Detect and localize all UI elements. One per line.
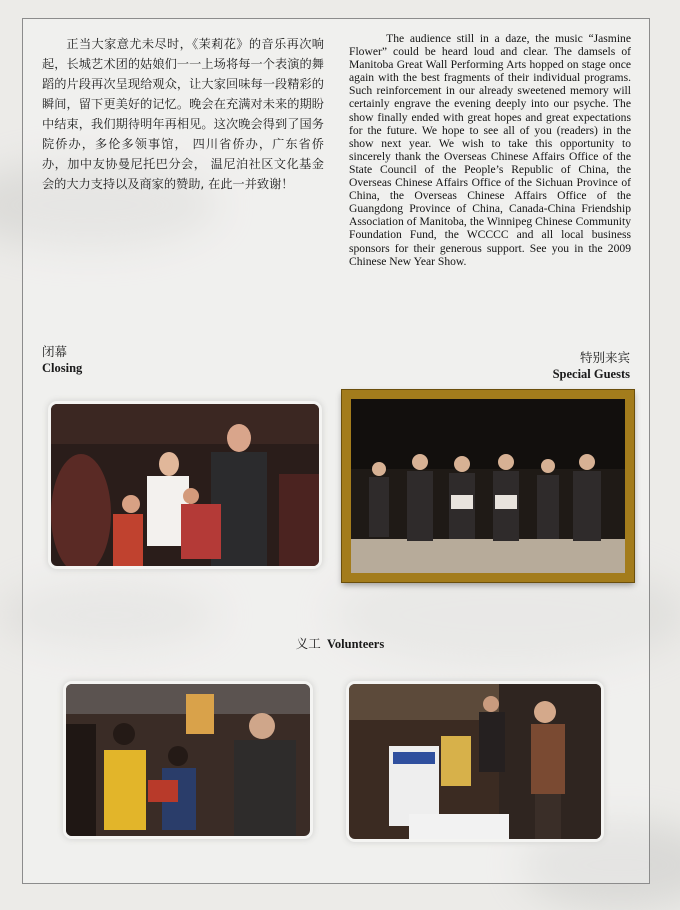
- volunteers-caption: [0, 636, 680, 652]
- volunteers-caption-cn: 义工: [295, 636, 321, 651]
- chinese-paragraph: 正当大家意尤未尽时，《茉莉花》的音乐再次响起，长城艺术团的姑娘们一一上场将每一个表演的舞蹈的片段再次呈现给观众，让大家回味每一段精彩的瞬间，留下更美好的记忆。晚会在充满对未来的期盼中结束，我们期待明年再相见。这次晚会得到了国务院侨办，多伦多领事馆， 四川省侨办，广东省侨办，加中友协曼尼托巴分会， 温尼泊社区文化基金会的大力支持以及商家的赞助, 在此一并致谢！: [42, 37, 324, 191]
- closing-caption: [42, 344, 82, 376]
- volunteers-caption-en: Volunteers: [327, 637, 385, 651]
- guests-caption-en: Special Guests: [552, 367, 630, 381]
- guests-caption-cn: 特别来宾: [579, 350, 630, 365]
- english-paragraph: The audience still in a daze, the music “Jasmine Flower” could be heard loud and clear. The damsels of Manitoba Great Wall Performing Arts hopped on stage once again with the best fragments of their individual programs. Such reinforcement in our already sweetened memory will certainly engrave the evening deeply into our psyche. The show finally ended with great hopes and great expectations for the future. We hope to see all of you (readers) in the show next year. We wish to take this opportunity to sincerely thank the Overseas Chinese Affairs Office of the State Council of the People’s Republic of China, the Overseas Chinese Affairs Office of the Sichuan Province of China, the Overseas Chinese Affairs Office of the Guangdong Province of China, Canada-China Friendship Association of Manitoba, the Winnipeg Chinese Community Foundation Fund, the WCCCC and all local business sponsors for their generous support. See you in the 2009 Chinese New Year Show.: [349, 32, 631, 268]
- special-guests-photo: [342, 390, 634, 582]
- volunteers-photo-left: [66, 684, 310, 836]
- volunteers-photo-right: [349, 684, 601, 839]
- guests-caption: [553, 350, 630, 382]
- closing-photo: [51, 404, 319, 566]
- closing-caption-cn: 闭幕: [42, 344, 68, 359]
- closing-caption-en: Closing: [42, 361, 83, 375]
